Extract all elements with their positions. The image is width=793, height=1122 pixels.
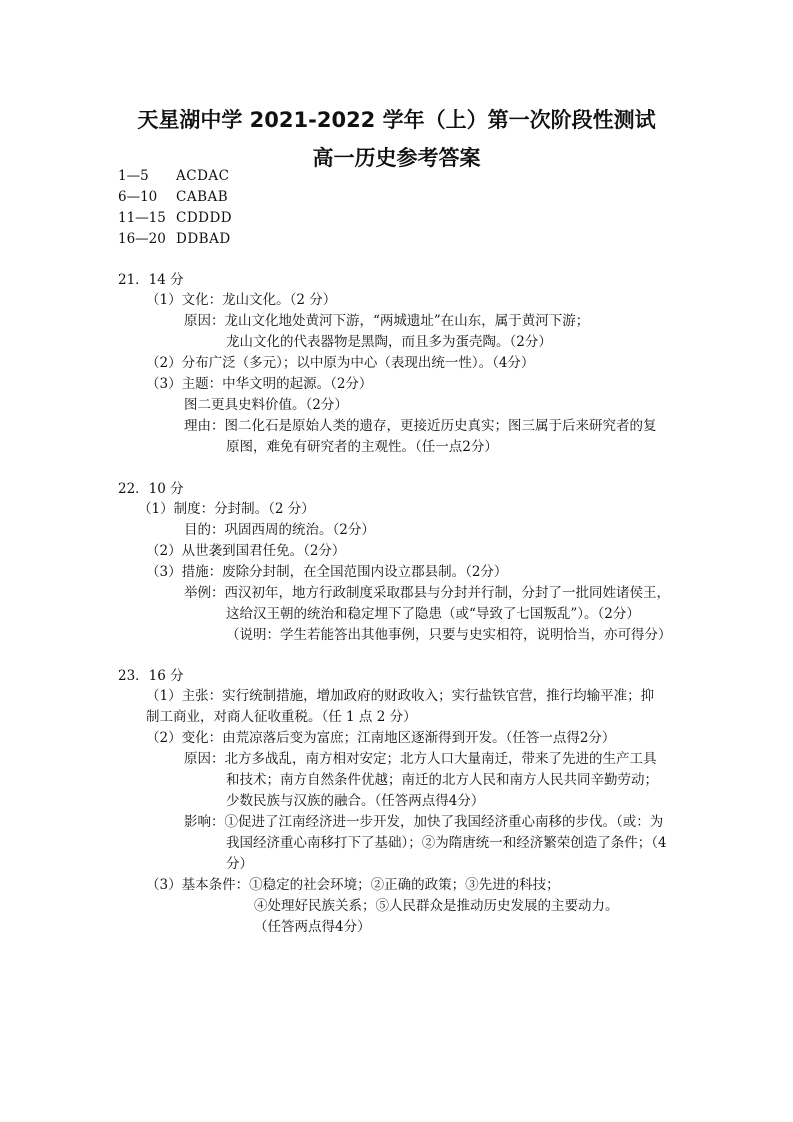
choice-range: 11—15: [118, 210, 166, 226]
answer-line: （1）文化：龙山文化。（2 分）: [146, 292, 337, 308]
choice-answers-row: ACDAC: [176, 168, 230, 184]
choice-range: 1—5: [118, 168, 149, 184]
answer-line: 目的：巩固西周的统治。（2分）: [184, 522, 375, 538]
answer-line: （3）基本条件：①稳定的社会环境；②正确的政策；③先进的科技；: [146, 877, 560, 893]
answer-line: 举例：西汉初年，地方行政制度采取郡县与分封并行制，分封了一批同姓诸侯王，: [184, 585, 670, 601]
answer-line: （2）分布广泛（多元）；以中原为中心（表现出统一性）。（4分）: [146, 355, 535, 371]
answer-line: 少数民族与汉族的融合。（任答两点得4分）: [226, 793, 485, 809]
answer-line: （任答两点得4分）: [254, 919, 371, 935]
choice-answers-row: DDBAD: [176, 231, 231, 247]
answer-line: 原图，难免有研究者的主观性。（任一点2分）: [226, 439, 498, 455]
answer-line: （1）主张：实行统制措施，增加政府的财政收入；实行盐铁官营，推行均输平准；抑: [146, 688, 655, 704]
answer-line: 影响：①促进了江南经济进一步开发，加快了我国经济重心南移的步伐。（或：为: [184, 814, 664, 830]
answer-line: 这给汉王朝的统治和稳定埋下了隐患（或“导致了七国叛乱”）。（2分）: [226, 606, 640, 622]
answer-line: （2）从世袭到国君任免。（2分）: [146, 543, 346, 559]
answer-line: 理由：图二化石是原始人类的遗存，更接近历史真实；图三属于后来研究者的复: [184, 418, 657, 434]
answer-line: 和技术；南方自然条件优越；南迁的北方人民和南方人民共同辛勤劳动；: [226, 772, 658, 788]
answer-line: 原因：龙山文化地处黄河下游，“两城遗址”在山东，属于黄河下游；: [184, 313, 590, 329]
choice-range: 6—10: [118, 189, 158, 205]
answer-line: （1）制度：分封制。（2 分）: [138, 501, 315, 517]
answer-line: （2）变化：由荒凉落后变为富庶；江南地区逐渐得到开发。（任答一点得2分）: [146, 730, 616, 746]
question-header: 21．14 分: [118, 272, 184, 288]
choice-answers-row: CABAB: [176, 189, 229, 205]
answer-line: （3）措施：废除分封制，在全国范围内设立郡县制。（2分）: [146, 564, 508, 580]
question-header: 23．16 分: [118, 668, 184, 684]
page-title: 天星湖中学 2021-2022 学年（上）第一次阶段性测试: [137, 108, 656, 132]
answer-line: （3）主题：中华文明的起源。（2分）: [146, 376, 373, 392]
question-header: 22．10 分: [118, 481, 184, 497]
choice-answers-row: CDDDD: [176, 210, 233, 226]
answer-line: 分）: [226, 856, 253, 872]
answer-line: ④处理好民族关系；⑤人民群众是推动历史发展的主要动力。: [254, 898, 619, 914]
choice-range: 16—20: [118, 231, 166, 247]
answer-line: 原因：北方多战乱，南方相对安定；北方人口大量南迁，带来了先进的生产工具: [184, 751, 657, 767]
answer-line: （说明：学生若能答出其他事例，只要与史实相符，说明恰当，亦可得分）: [226, 627, 672, 643]
answer-line: 图二更具史料价值。（2分）: [184, 397, 348, 413]
answer-line: 制工商业，对商人征收重税。（任 1 点 2 分）: [146, 709, 417, 725]
answer-line: 我国经济重心南移打下了基础）；②为隋唐统一和经济繁荣创造了条件；（4: [226, 835, 667, 851]
answer-line: 龙山文化的代表器物是黑陶，而且多为蛋壳陶。（2分）: [226, 334, 552, 350]
page-subtitle: 高一历史参考答案: [312, 146, 481, 170]
